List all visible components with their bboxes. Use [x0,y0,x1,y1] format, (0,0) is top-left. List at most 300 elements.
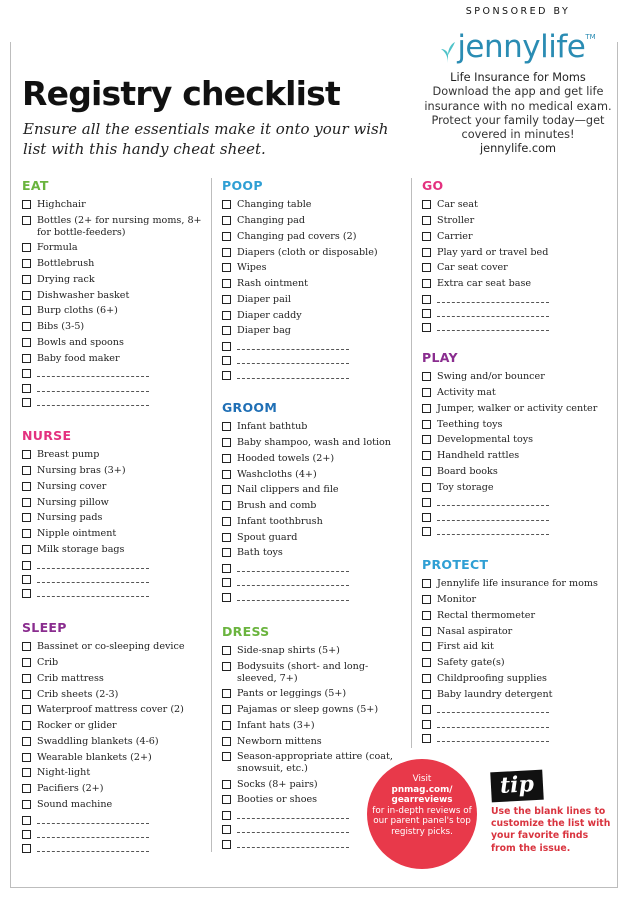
section-sleep [22,620,202,853]
checklist-item[interactable] [422,231,607,243]
checklist-item[interactable] [22,799,202,811]
checkbox-icon[interactable] [22,753,31,762]
checkbox-icon[interactable] [222,248,231,257]
blank-checklist-item[interactable] [22,368,202,378]
blank-checklist-item[interactable] [222,592,402,602]
checklist-item-label: Highchair [37,199,86,211]
checklist-item[interactable] [422,434,607,446]
checklist-item[interactable] [422,626,607,638]
checklist-item-label: Changing pad [237,215,305,226]
checklist-item[interactable] [22,512,202,524]
checklist-item-label: Board books [437,465,498,477]
badge-link: pnmag.com/ gearreviews [391,784,453,805]
checklist-item[interactable] [422,278,607,290]
checklist-item-label: Handheld rattles [437,450,520,461]
checkbox-icon[interactable] [22,844,31,853]
checkbox-icon[interactable] [422,720,431,729]
checkbox-icon[interactable] [422,216,431,225]
checklist-item[interactable] [222,199,402,211]
checklist-item[interactable] [22,337,202,349]
checkbox-icon[interactable] [422,498,431,507]
blank-line[interactable] [37,397,149,406]
checklist-item-label: Dishwasher basket [37,289,130,301]
blank-checklist-item[interactable] [422,733,607,743]
checklist-item-label: Pants or leggings (5+) [237,688,347,700]
checklist-item-label: Pacifiers (2+) [37,783,104,794]
sponsor-copy [418,71,618,157]
blank-line[interactable] [437,294,549,303]
checklist-item[interactable] [22,321,202,333]
checklist-item-label: Bath toys [237,547,283,559]
blank-checklist-item[interactable] [422,704,607,714]
checklist-item-label: Side-snap shirts (5+) [237,645,340,657]
checkbox-icon[interactable] [22,800,31,809]
checkbox-icon[interactable] [222,737,231,746]
checklist-item[interactable] [422,262,607,274]
checkbox-icon[interactable] [22,498,31,507]
checkbox-icon[interactable] [422,451,431,460]
checkbox-icon[interactable] [222,295,231,304]
blank-line[interactable] [37,574,149,583]
checklist-item[interactable] [222,325,402,337]
checklist-item-label: Nipple ointment [37,528,117,539]
checkbox-icon[interactable] [22,306,31,315]
checklist-item[interactable] [22,544,202,556]
checkbox-icon[interactable] [22,575,31,584]
blank-checklist-item[interactable] [222,370,402,380]
checkbox-icon[interactable] [222,533,231,542]
blank-checklist-item[interactable] [22,383,202,393]
checklist-item[interactable] [422,199,607,211]
checkbox-icon[interactable] [422,527,431,536]
checkbox-icon[interactable] [222,840,231,849]
checkbox-icon[interactable] [422,579,431,588]
blank-checklist-item[interactable] [422,526,607,536]
checklist-item[interactable] [222,215,402,227]
checklist-item-label: Monitor [437,594,477,605]
checklist-item-label: Safety gate(s) [437,657,505,668]
checkbox-icon[interactable] [222,780,231,789]
checkbox-icon[interactable] [22,690,31,699]
blank-line[interactable] [37,588,149,597]
section-go [422,178,607,332]
checklist-item-label: Developmental toys [437,434,534,446]
checklist-item[interactable] [22,704,202,716]
checkbox-icon[interactable] [422,435,431,444]
checkbox-icon[interactable] [22,830,31,839]
checkbox-icon[interactable] [222,216,231,225]
leaf-icon [440,41,456,63]
checkbox-icon[interactable] [422,295,431,304]
checkbox-icon[interactable] [22,545,31,554]
checklist-item[interactable] [222,704,402,716]
checklist-item-label: Jennylife life insurance for moms [437,578,598,590]
checklist-item[interactable] [222,453,402,465]
checklist-item-label: Nursing pads [37,512,103,524]
blank-line[interactable] [237,577,349,586]
checklist-item[interactable] [222,500,402,512]
checklist-item[interactable] [422,673,607,685]
checkbox-icon[interactable] [422,690,431,699]
checklist-item-label: Car seat cover [437,262,508,274]
reviews-badge[interactable] [367,759,477,869]
checklist-item[interactable] [222,516,402,528]
sponsor-body: Download the app and get life insurance with no medical exam. Protect your family today—get covered in minutes! [424,85,612,142]
checkbox-icon[interactable] [22,768,31,777]
blank-line[interactable] [237,370,349,379]
checklist-item-label: Diaper pail [237,293,291,305]
checklist-item[interactable] [222,661,402,684]
checkbox-icon[interactable] [222,689,231,698]
checklist-item[interactable] [422,689,607,701]
checkbox-icon[interactable] [222,422,231,431]
checkbox-icon[interactable] [22,737,31,746]
checkbox-icon[interactable] [222,279,231,288]
section-play [422,350,607,536]
checklist-item[interactable] [222,736,402,748]
checkbox-icon[interactable] [22,384,31,393]
checkbox-icon[interactable] [422,309,431,318]
blank-checklist-item[interactable] [22,560,202,570]
checkbox-icon[interactable] [422,627,431,636]
page-subtitle: Ensure all the essentials make it onto your wish list with this handy cheat sheet. [23,120,389,158]
checklist-item-label: First aid kit [437,641,494,653]
checkbox-icon[interactable] [422,595,431,604]
checklist-item[interactable] [422,247,607,259]
checklist-item[interactable] [22,449,202,461]
checklist-item[interactable] [222,532,402,544]
section-title-poop: POOP [222,178,263,193]
checkbox-icon[interactable] [22,450,31,459]
checkbox-icon[interactable] [22,513,31,522]
checkbox-icon[interactable] [222,311,231,320]
blank-checklist-item[interactable] [422,512,607,522]
checklist-item-label: Hooded towels (2+) [237,452,335,464]
blank-checklist-item[interactable] [22,397,202,407]
checklist-item[interactable] [22,673,202,685]
checkbox-icon[interactable] [22,466,31,475]
checkbox-icon[interactable] [22,784,31,793]
checklist-item-label: Toy storage [437,481,494,493]
checkbox-icon[interactable] [422,642,431,651]
checkbox-icon[interactable] [222,795,231,804]
checklist-item[interactable] [222,278,402,290]
checklist-item-label: Season-appropriate attire (coat, snowsuit, etc.) [237,751,393,774]
checkbox-icon[interactable] [422,420,431,429]
checkbox-icon[interactable] [422,483,431,492]
column-divider [411,178,412,748]
checkbox-icon[interactable] [22,816,31,825]
section-title-sleep: SLEEP [22,620,67,635]
blank-line[interactable] [437,497,549,506]
blank-line[interactable] [437,526,549,535]
checkbox-icon[interactable] [22,369,31,378]
blank-checklist-item[interactable] [422,294,607,304]
checkbox-icon[interactable] [222,705,231,714]
blank-line[interactable] [237,563,349,572]
checklist-item[interactable] [422,482,607,494]
checklist-item[interactable] [22,274,202,286]
checklist-item[interactable] [22,767,202,779]
checkbox-icon[interactable] [422,279,431,288]
checkbox-icon[interactable] [22,658,31,667]
checklist-item[interactable] [422,657,607,669]
blank-checklist-item[interactable] [22,829,202,839]
checkbox-icon[interactable] [422,404,431,413]
checklist-item[interactable] [22,290,202,302]
checkbox-icon[interactable] [222,200,231,209]
checkbox-icon[interactable] [422,513,431,522]
checklist-item-label: Baby shampoo, wash and lotion [237,437,391,448]
jennylife-logo[interactable] [440,19,595,63]
checklist-item[interactable] [22,465,202,477]
checklist-item[interactable] [22,305,202,317]
blank-line[interactable] [437,719,549,728]
blank-line[interactable] [237,810,349,819]
blank-checklist-item[interactable] [422,719,607,729]
blank-checklist-item[interactable] [422,308,607,318]
checkbox-icon[interactable] [422,388,431,397]
section-title-dress: DRESS [222,624,270,639]
checklist-item-label: Activity mat [437,387,496,398]
checklist-item[interactable] [422,450,607,462]
sponsor-label: SPONSORED BY [465,6,571,17]
checklist-item[interactable] [222,720,402,732]
checklist-item[interactable] [22,199,202,211]
checkbox-icon[interactable] [222,485,231,494]
checklist-item[interactable] [422,578,607,590]
checkbox-icon[interactable] [222,326,231,335]
checklist-item[interactable] [22,783,202,795]
blank-line[interactable] [437,704,549,713]
blank-checklist-item[interactable] [222,341,402,351]
trademark: TM [585,33,596,41]
checkbox-icon[interactable] [22,705,31,714]
blank-line[interactable] [237,341,349,350]
checklist-item-label: Bassinet or co-sleeping device [37,641,185,653]
checklist-item[interactable] [422,466,607,478]
sponsor-url[interactable]: jennylife.com [479,142,557,156]
blank-checklist-item[interactable] [222,355,402,365]
checkbox-icon[interactable] [222,342,231,351]
checklist-item-label: Childproofing supplies [437,672,547,684]
checkbox-icon[interactable] [222,517,231,526]
blank-line[interactable] [237,592,349,601]
checklist-item[interactable] [422,610,607,622]
checklist-item[interactable] [422,403,607,415]
checkbox-icon[interactable] [422,467,431,476]
checklist-item-label: Spout guard [237,531,298,543]
checklist-item-label: Wipes [237,262,267,274]
checkbox-icon[interactable] [22,216,31,225]
checklist-item[interactable] [22,215,202,238]
blank-line[interactable] [37,815,149,824]
checkbox-icon[interactable] [22,275,31,284]
checkbox-icon[interactable] [222,752,231,761]
checklist-item[interactable] [22,641,202,653]
blank-line[interactable] [37,829,149,838]
checklist-item[interactable] [222,294,402,306]
blank-line[interactable] [237,839,349,848]
checkbox-icon[interactable] [222,578,231,587]
checkbox-icon[interactable] [22,354,31,363]
checklist-item[interactable] [22,353,202,365]
section-title-groom: GROOM [222,400,278,415]
checklist-item[interactable] [22,657,202,669]
checkbox-icon[interactable] [22,482,31,491]
checklist-item[interactable] [22,752,202,764]
checklist-item-label: Changing pad covers (2) [237,230,357,242]
checklist-item[interactable] [422,641,607,653]
section-title-protect: PROTECT [422,557,489,572]
checklist-item-label: Wearable blankets (2+) [37,751,152,763]
checklist-item[interactable] [22,258,202,270]
checklist-item[interactable] [22,736,202,748]
checkbox-icon[interactable] [222,721,231,730]
checkbox-icon[interactable] [222,564,231,573]
checkbox-icon[interactable] [222,232,231,241]
checklist-item-label: Formula [37,242,78,254]
blank-line[interactable] [37,383,149,392]
checklist-item-label: Bibs (3-5) [37,321,85,332]
checklist-item-label: Bodysuits (short- and long-sleeved, 7+) [237,661,369,684]
checkbox-icon[interactable] [422,232,431,241]
badge-visit: Visit [412,774,432,784]
column-divider [211,178,212,852]
checkbox-icon[interactable] [222,593,231,602]
sponsor-tagline: Life Insurance for Moms [450,71,586,84]
section-eat [22,178,202,407]
checkbox-icon[interactable] [22,561,31,570]
checklist-item[interactable] [222,310,402,322]
checkbox-icon[interactable] [22,589,31,598]
checklist-item[interactable] [22,689,202,701]
checkbox-icon[interactable] [422,705,431,714]
checklist-item[interactable] [222,437,402,449]
checkbox-icon[interactable] [422,263,431,272]
checklist-item-label: Night-light [37,767,91,779]
checkbox-icon[interactable] [222,438,231,447]
checkbox-icon[interactable] [222,548,231,557]
checklist-item-label: Drying rack [37,273,95,285]
blank-line[interactable] [237,355,349,364]
checklist-item[interactable] [222,421,402,433]
checklist-item-label: Diapers (cloth or disposable) [237,246,378,258]
blank-checklist-item[interactable] [22,815,202,825]
blank-line[interactable] [37,843,149,852]
checkbox-icon[interactable] [22,200,31,209]
checklist-item-label: Breast pump [37,449,100,461]
checkbox-icon[interactable] [22,721,31,730]
checkbox-icon[interactable] [222,501,231,510]
checkbox-icon[interactable] [22,322,31,331]
checkbox-icon[interactable] [422,734,431,743]
checkbox-icon[interactable] [422,674,431,683]
blank-checklist-item[interactable] [22,843,202,853]
checklist-item[interactable] [222,484,402,496]
checklist-item-label: Swaddling blankets (4-6) [37,735,159,747]
checklist-item-label: Pajamas or sleep gowns (5+) [237,704,379,715]
checkbox-icon[interactable] [222,371,231,380]
checkbox-icon[interactable] [22,398,31,407]
checkbox-icon[interactable] [222,811,231,820]
checkbox-icon[interactable] [22,291,31,300]
blank-checklist-item[interactable] [422,322,607,332]
checklist-item-label: Infant hats (3+) [237,719,315,731]
section-protect [422,557,607,743]
checklist-item[interactable] [222,469,402,481]
checkbox-icon[interactable] [422,611,431,620]
blank-checklist-item[interactable] [222,563,402,573]
checkbox-icon[interactable] [222,356,231,365]
checklist-item[interactable] [222,645,402,657]
checklist-item[interactable] [222,547,402,559]
blank-line[interactable] [37,368,149,377]
checkbox-icon[interactable] [222,454,231,463]
checkbox-icon[interactable] [22,529,31,538]
checklist-item[interactable] [22,481,202,493]
checklist-item[interactable] [222,247,402,259]
checkbox-icon[interactable] [422,248,431,257]
blank-checklist-item[interactable] [422,497,607,507]
blank-checklist-item[interactable] [22,574,202,584]
checklist-item[interactable] [22,528,202,540]
checklist-item[interactable] [22,497,202,509]
checklist-item[interactable] [222,231,402,243]
checkbox-icon[interactable] [22,259,31,268]
blank-line[interactable] [437,512,549,521]
blank-checklist-item[interactable] [22,588,202,598]
checkbox-icon[interactable] [22,642,31,651]
checkbox-icon[interactable] [22,338,31,347]
checkbox-icon[interactable] [222,263,231,272]
checkbox-icon[interactable] [422,372,431,381]
checklist-item-label: Burp cloths (6+) [37,305,118,317]
blank-checklist-item[interactable] [222,577,402,587]
checkbox-icon[interactable] [422,323,431,332]
checkbox-icon[interactable] [422,658,431,667]
checklist-item-label: Crib sheets (2-3) [37,688,119,700]
tip-logo: tip [490,770,543,803]
checkbox-icon[interactable] [22,243,31,252]
checklist-item[interactable] [222,688,402,700]
checkbox-icon[interactable] [222,470,231,479]
checklist-item[interactable] [422,419,607,431]
checklist-item-label: Infant bathtub [237,421,308,433]
checklist-item-label: Carrier [437,230,473,242]
checklist-item[interactable] [422,371,607,383]
checklist-item[interactable] [22,720,202,732]
blank-line[interactable] [437,308,549,317]
checklist-item[interactable] [222,262,402,274]
blank-line[interactable] [437,733,549,742]
checklist-item-label: Sound machine [37,798,113,810]
checkbox-icon[interactable] [222,825,231,834]
checklist-item[interactable] [222,751,402,774]
checklist-item[interactable] [22,242,202,254]
blank-line[interactable] [37,560,149,569]
checklist-item[interactable] [422,387,607,399]
blank-line[interactable] [237,824,349,833]
checklist-item[interactable] [422,594,607,606]
checklist-item-label: Diaper caddy [237,309,302,321]
checkbox-icon[interactable] [222,646,231,655]
checkbox-icon[interactable] [422,200,431,209]
checklist-item[interactable] [422,215,607,227]
checkbox-icon[interactable] [22,674,31,683]
checkbox-icon[interactable] [222,662,231,671]
blank-line[interactable] [437,322,549,331]
